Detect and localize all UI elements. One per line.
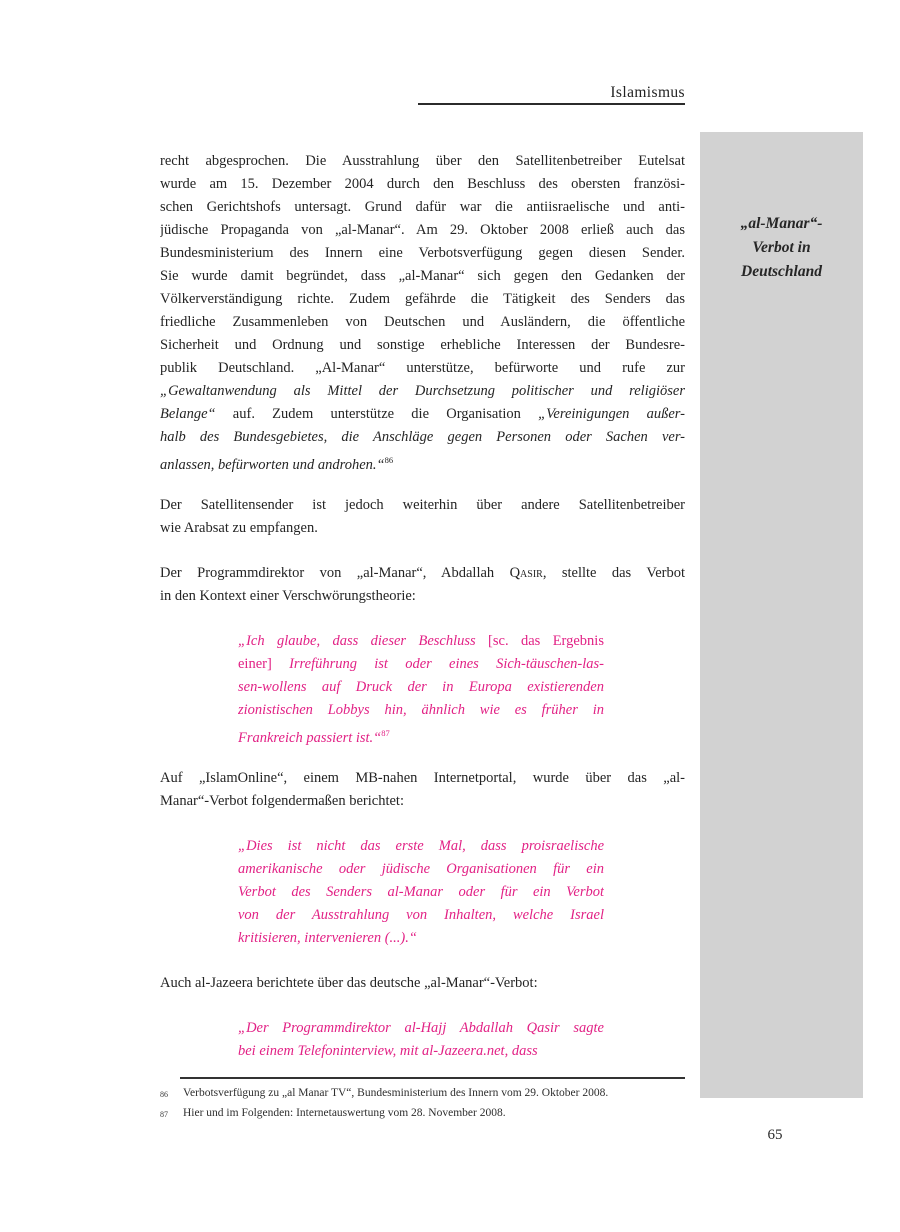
footnote-marker: 86 xyxy=(160,1090,168,1099)
text-segment: halb des Bundesgebietes, die Anschläge gegen Personen oder Sachen ver- xyxy=(160,429,685,445)
text-line xyxy=(160,972,685,995)
text-segment: „Gewaltanwendung als Mittel der Durchsetzung politischer und religiöser xyxy=(160,383,685,399)
margin-note-line: Verbot in xyxy=(752,239,811,256)
quote-block xyxy=(238,835,604,950)
text-line xyxy=(160,380,685,403)
footnote-row xyxy=(160,1104,685,1124)
text-line xyxy=(238,904,604,927)
text-segment: Qasir xyxy=(509,565,543,581)
text-segment: Bundesministerium des Innern eine Verbotsverfügung gegen diesen Sender. xyxy=(160,245,685,261)
text-line xyxy=(238,1040,604,1063)
header-rule xyxy=(418,103,685,105)
footnote-rule xyxy=(180,1077,685,1079)
margin-note-line: „al-Manar“- xyxy=(740,215,823,232)
text-line xyxy=(160,311,685,334)
text-line xyxy=(160,288,685,311)
text-line xyxy=(238,881,604,904)
text-line xyxy=(160,150,685,173)
text-line xyxy=(238,630,604,653)
paragraph xyxy=(160,150,685,472)
text-segment: , stellte das Verbot xyxy=(542,565,685,581)
text-segment: Sicherheit und Ordnung und sonstige erhebliche Interessen der Bundesre- xyxy=(160,337,685,353)
body-text xyxy=(160,150,685,1085)
text-line xyxy=(160,494,685,517)
text-line xyxy=(238,676,604,699)
text-line xyxy=(160,767,685,790)
text-line xyxy=(238,927,604,950)
text-segment: sen-wollens auf Druck der in Europa existierenden xyxy=(238,679,604,695)
text-line xyxy=(160,334,685,357)
text-segment: recht abgesprochen. Die Ausstrahlung über den Satellitenbetreiber Eutelsat xyxy=(160,153,685,169)
footnote-text: Hier und im Folgenden: Internetauswertung vom 28. November 2008. xyxy=(183,1107,506,1119)
paragraph xyxy=(160,494,685,540)
text-segment: „Ich glaube, dass dieser Beschluss xyxy=(238,633,476,649)
text-segment: auf. Zudem unterstütze die Organisation xyxy=(215,406,539,422)
footnote-reference: 87 xyxy=(381,728,390,738)
text-line xyxy=(160,219,685,242)
text-segment: in den Kontext einer Verschwörungstheorie: xyxy=(160,588,416,604)
footnote-text: Verbotsverfügung zu „al Manar TV“, Bundesministerium des Innern vom 29. Oktober 2008. xyxy=(183,1087,609,1099)
text-line xyxy=(160,242,685,265)
text-segment: Frankreich passiert ist.“ xyxy=(238,730,382,745)
text-line xyxy=(160,449,685,472)
text-line xyxy=(160,517,685,540)
text-line xyxy=(160,426,685,449)
text-segment: Sie wurde damit begründet, dass „al-Manar“ sich gegen den Gedanken der xyxy=(160,268,685,284)
text-segment: amerikanische oder jüdische Organisationen für ein xyxy=(238,861,604,877)
text-segment: kritisieren, intervenieren (...).“ xyxy=(238,930,417,946)
footnote-reference: 86 xyxy=(384,455,394,465)
text-segment: „Vereinigungen außer- xyxy=(538,406,685,422)
paragraph xyxy=(160,562,685,608)
margin-note-panel xyxy=(700,132,863,1098)
text-segment: [sc. das Ergebnis xyxy=(475,633,604,649)
text-segment: „Der Programmdirektor al-Hajj Abdallah Qasir sagte xyxy=(238,1020,604,1036)
text-line xyxy=(160,562,685,585)
paragraph xyxy=(160,972,685,995)
running-header: Islamismus xyxy=(610,84,685,101)
text-line xyxy=(238,858,604,881)
text-segment: von der Ausstrahlung von Inhalten, welche Israel xyxy=(238,907,604,923)
footnote-row xyxy=(160,1084,685,1104)
footnote-marker: 87 xyxy=(160,1110,168,1119)
text-segment: schen Gerichtshofs untersagt. Grund dafür war die antiisraelische und anti- xyxy=(160,199,685,215)
text-line xyxy=(160,196,685,219)
text-line xyxy=(238,722,604,745)
text-segment: Auch al-Jazeera berichtete über das deutsche „al-Manar“-Verbot: xyxy=(160,975,538,991)
text-segment: Manar“-Verbot folgendermaßen berichtet: xyxy=(160,793,404,809)
text-line xyxy=(160,357,685,380)
text-segment: bei einem Telefoninterview, mit al-Jazeera.net, dass xyxy=(238,1043,538,1059)
text-segment: Irreführung ist oder eines Sich-täuschen-las- xyxy=(271,656,604,672)
text-segment: „Dies ist nicht das erste Mal, dass proisraelische xyxy=(238,838,604,854)
text-line xyxy=(238,699,604,722)
text-segment: Der Programmdirektor von „al-Manar“, Abdallah xyxy=(160,565,510,581)
text-line xyxy=(160,403,685,426)
page-number: 65 xyxy=(767,1127,783,1143)
text-segment: wie Arabsat zu empfangen. xyxy=(160,520,318,536)
text-line xyxy=(160,173,685,196)
text-segment: anlassen, befürworten und androhen.“ xyxy=(160,457,385,472)
text-segment: Auf „IslamOnline“, einem MB-nahen Internetportal, wurde über das „al- xyxy=(160,770,685,786)
text-segment: Belange“ xyxy=(160,406,216,422)
text-segment: jüdische Propaganda von „al-Manar“. Am 29. Oktober 2008 erließ auch das xyxy=(160,222,685,238)
text-segment: publik Deutschland. „Al-Manar“ unterstütze, befürworte und rufe zur xyxy=(160,360,685,376)
paragraph xyxy=(160,767,685,813)
text-line xyxy=(238,653,604,676)
text-segment: Der Satellitensender ist jedoch weiterhin über andere Satellitenbetreiber xyxy=(160,497,685,513)
text-line xyxy=(238,835,604,858)
margin-note-line: Deutschland xyxy=(741,263,822,280)
text-line xyxy=(160,265,685,288)
text-line xyxy=(160,790,685,813)
text-segment: Völkerverständigung richte. Zudem gefährde die Tätigkeit des Senders das xyxy=(160,291,685,307)
text-segment: wurde am 15. Dezember 2004 durch den Beschluss des obersten französi- xyxy=(160,176,685,192)
footnotes xyxy=(160,1084,685,1124)
text-line xyxy=(238,1017,604,1040)
text-segment: einer] xyxy=(238,656,272,672)
text-line xyxy=(160,585,685,608)
text-segment: zionistischen Lobbys hin, ähnlich wie es früher in xyxy=(238,702,604,718)
margin-note xyxy=(700,132,863,284)
quote-block xyxy=(238,630,604,745)
quote-block xyxy=(238,1017,604,1063)
text-segment: friedliche Zusammenleben von Deutschen und Ausländern, die öffentliche xyxy=(160,314,685,330)
text-segment: Verbot des Senders al-Manar oder für ein Verbot xyxy=(238,884,604,900)
